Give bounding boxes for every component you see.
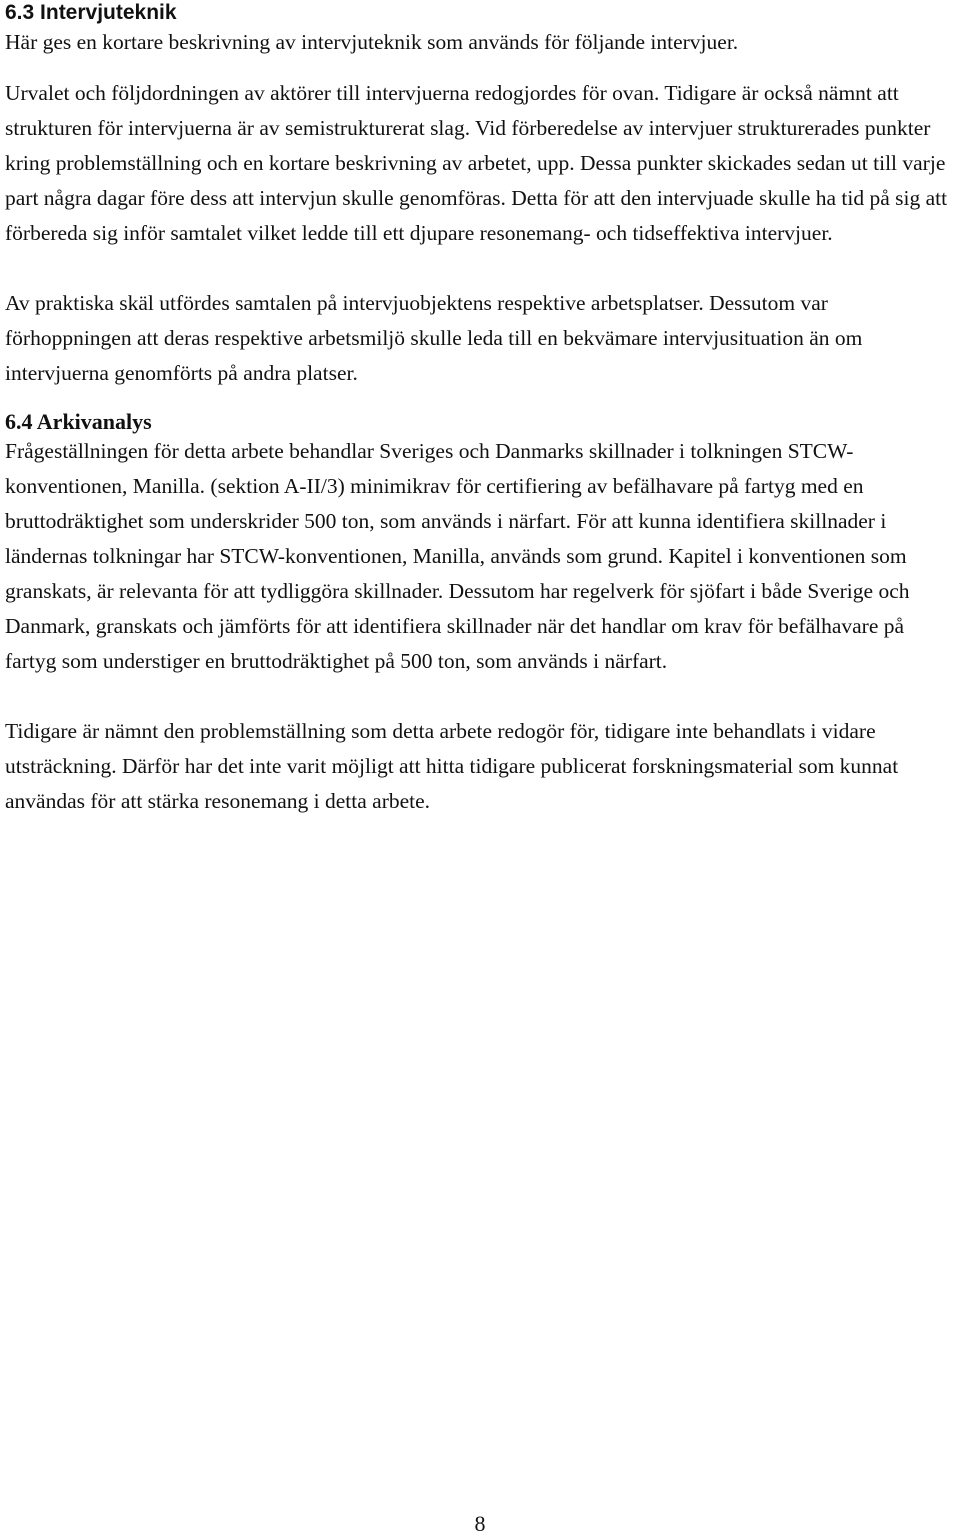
spacer <box>5 679 950 714</box>
paragraph-archive-analysis: Frågeställningen för detta arbete behandlar Sveriges och Danmarks skillnader i tolkningen STCW-konventionen, Manilla. (sektion A-II/3) minimikrav för certifiering av befälhavare på fartyg med en bruttodräktighet som underskrider 500 ton, som används i närfart. För att kunna identifiera skillnader i ländernas tolkningar har STCW-konventionen, Manilla, används som grund. Kapitel i konventionen som granskats, är relevanta för att tydliggöra skillnader. Dessutom har regelverk för sjöfart i både Sverige och Danmark, granskats och jämförts för att identifiera skillnader när det handlar om krav för befälhavare på fartyg som understiger en bruttodräktighet på 500 ton, som används i närfart. <box>5 439 910 673</box>
paragraph-previous-research: Tidigare är nämnt den problemställning som detta arbete redogör för, tidigare inte behandlats i vidare utsträckning. Därför har det inte varit möjligt att hitta tidigare publicerat forskningsmaterial som kunnat användas för att stärka resonemang i detta arbete. <box>5 719 899 813</box>
paragraph-interview-structure: Urvalet och följdordningen av aktörer till intervjuerna redogjordes för ovan. Tidigare är också nämnt att strukturen för intervjuerna är av semistrukturerat slag. Vid förberedelse av intervjuer strukturerades punkter kring problemställning och en kortare beskrivning av arbetet, upp. Dessa punkter skickades sedan ut till varje part några dagar före dess att intervjun skulle genomföras. Detta för att den intervjuade skulle ha tid på sig att förbereda sig inför samtalet vilket ledde till ett djupare resonemang- och tidseffektiva intervjuer. <box>5 81 948 245</box>
page-number: 8 <box>474 1511 486 1536</box>
paragraph-interview-location: Av praktiska skäl utfördes samtalen på intervjuobjektens respektive arbetsplatser. Dessutom var förhoppningen att deras respektive arbetsmiljö skulle leda till en bekvämare intervjusituation än om intervjuerna genomförts på andra platser. <box>5 291 863 385</box>
section-heading-6-4: 6.4 Arkivanalys <box>5 409 152 434</box>
section-heading-6-3: 6.3 Intervjuteknik <box>5 1 177 24</box>
spacer <box>5 391 950 409</box>
document-page <box>5 0 950 819</box>
section-intro: Här ges en kortare beskrivning av intervjuteknik som används för följande intervjuer. <box>5 30 739 54</box>
spacer <box>5 251 950 286</box>
spacer <box>5 60 950 76</box>
